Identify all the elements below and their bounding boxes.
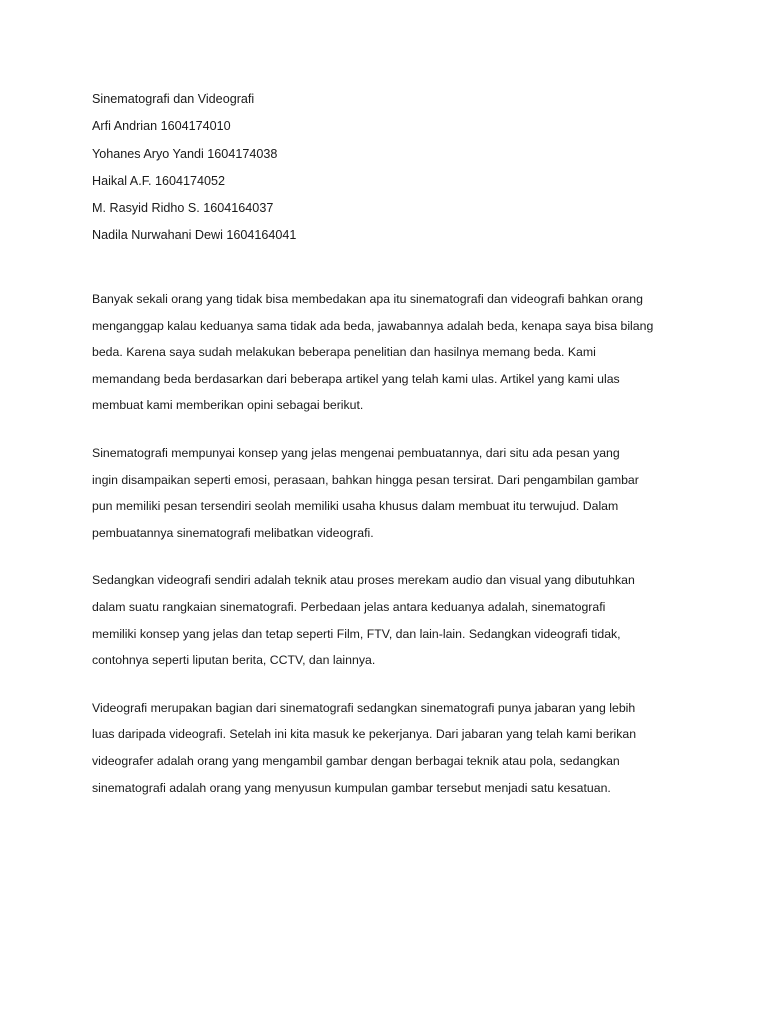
text-line: pun memiliki pesan tersendiri seolah memiliki usaha khusus dalam membuat itu terwujud. Dalam (92, 499, 619, 514)
author-line: Nadila Nurwahani Dewi 1604164041 (92, 228, 297, 243)
text-line: Videografi merupakan bagian dari sinematografi sedangkan sinematografi punya jabaran yang lebih (92, 700, 636, 715)
document-title: Sinematografi dan Videografi (92, 92, 255, 106)
text-line: sinematografi adalah orang yang menyusun kumpulan gambar tersebut menjadi satu kesatuan. (92, 780, 611, 795)
text-line: videografer adalah orang yang mengambil gambar dengan berbagai teknik atau pola, sedangkan (92, 753, 620, 768)
text-line: dalam suatu rangkaian sinematografi. Perbedaan jelas antara keduanya adalah, sinematografi (92, 599, 606, 614)
author-line: Arfi Andrian 1604174010 (92, 119, 231, 134)
text-line: luas daripada videografi. Setelah ini kita masuk ke pekerjanya. Dari jabaran yang telah kami berikan (92, 727, 637, 742)
text-line: Sinematografi mempunyai konsep yang jelas mengenai pembuatannya, dari situ ada pesan yang (92, 445, 620, 460)
paragraph-2 (92, 440, 692, 546)
text-line: Banyak sekali orang yang tidak bisa membedakan apa itu sinematografi dan videografi bahkan orang (92, 292, 643, 306)
paragraph-1 (92, 286, 692, 419)
text-line: membuat kami memberikan opini sebagai berikut. (92, 398, 364, 413)
paragraph-4 (92, 695, 692, 801)
text-line: beda. Karena saya sudah melakukan beberapa penelitian dan hasilnya memang beda. Kami (92, 345, 596, 360)
text-line: pembuatannya sinematografi melibatkan videografi. (92, 525, 374, 540)
text-line: menganggap kalau keduanya sama tidak ada beda, jawabannya adalah beda, kenapa saya bisa bilang (92, 318, 654, 333)
text-line: memiliki konsep yang jelas dan tetap seperti Film, FTV, dan lain-lain. Sedangkan videografi tidak, (92, 626, 621, 641)
document-header (92, 86, 692, 250)
text-line: memandang beda berdasarkan dari beberapa artikel yang telah kami ulas. Artikel yang kami ulas (92, 371, 620, 386)
text-line: contohnya seperti liputan berita, CCTV, dan lainnya. (92, 653, 376, 668)
text-line: Sedangkan videografi sendiri adalah teknik atau proses merekam audio dan visual yang dibutuhkan (92, 573, 635, 588)
author-line: Haikal A.F. 1604174052 (92, 173, 226, 188)
author-line: Yohanes Aryo Yandi 1604174038 (92, 146, 278, 161)
paragraph-3 (92, 567, 692, 673)
author-line: M. Rasyid Ridho S. 1604164037 (92, 201, 274, 216)
document-body (92, 286, 692, 822)
text-line: ingin disampaikan seperti emosi, perasaan, bahkan hingga pesan tersirat. Dari pengambilan gambar (92, 472, 639, 487)
